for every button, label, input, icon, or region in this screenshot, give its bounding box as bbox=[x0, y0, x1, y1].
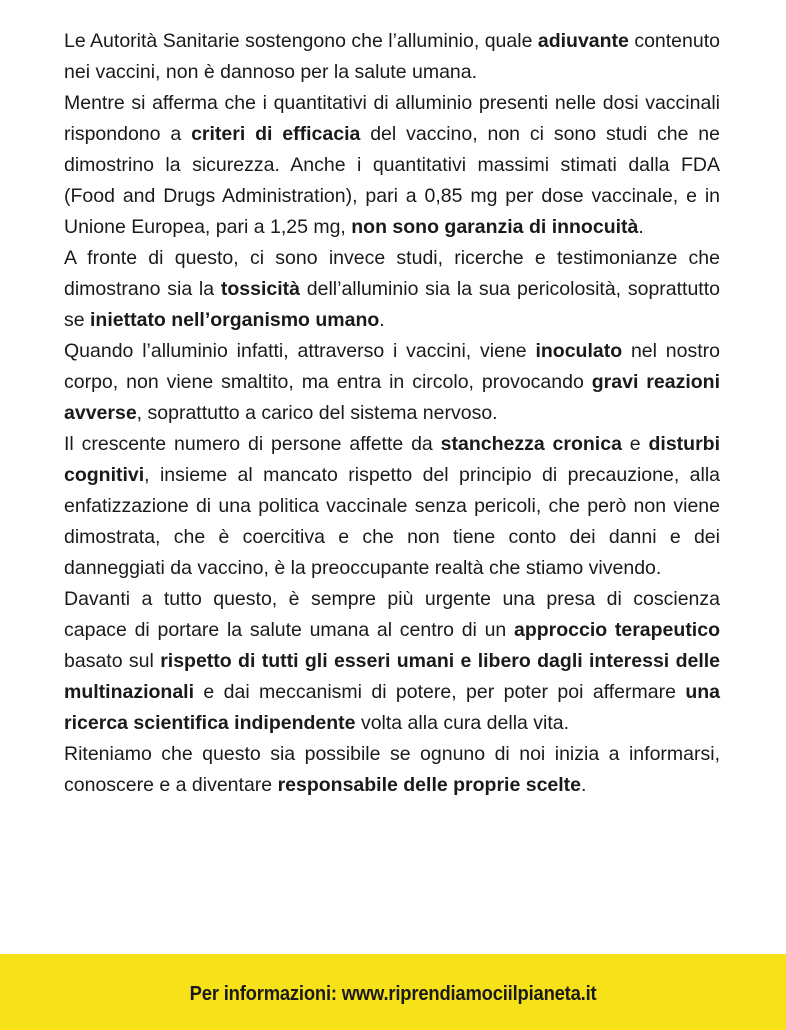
text-run: , insieme al mancato rispetto del principio di precauzione, alla enfatizzazione di una politica vaccinale senza pericoli, che però non viene dimostrata, che è coercitiva e che non tiene conto dei danni e dei danneggiati da vaccino, è la preoccupante realtà che stiamo vivendo. bbox=[64, 464, 720, 579]
paragraph-1 bbox=[64, 26, 720, 88]
bold-text: criteri di efficacia bbox=[191, 123, 361, 145]
info-link-text: Per informazioni: www.riprendiamociilpianeta.it bbox=[189, 982, 597, 1005]
bold-text: una ricerca scientifica indipendente bbox=[64, 681, 720, 734]
text-run: dell’alluminio sia la sua pericolosità, soprattutto se bbox=[64, 278, 720, 331]
text-run: . bbox=[638, 216, 644, 238]
paragraph-7 bbox=[64, 739, 720, 801]
text-run: Le Autorità Sanitarie sostengono che l’alluminio, quale bbox=[64, 30, 538, 52]
text-run: contenuto nei vaccini, non è dannoso per la salute umana. bbox=[64, 30, 720, 83]
paragraph-6 bbox=[64, 584, 720, 739]
text-run: Davanti a tutto questo, è sempre più urgente una presa di coscienza capace di portare la salute umana al centro di un bbox=[64, 588, 720, 641]
paragraph-4 bbox=[64, 336, 720, 429]
bold-text: disturbi cognitivi bbox=[64, 433, 720, 486]
text-run: Quando l’alluminio infatti, attraverso i vaccini, viene bbox=[64, 340, 536, 362]
bold-text: rispetto di tutti gli esseri umani e libero dagli interessi delle multinazionali bbox=[64, 650, 721, 703]
text-run: . bbox=[379, 309, 385, 331]
bold-text: gravi reazioni avverse bbox=[64, 371, 720, 424]
text-run: volta alla cura della vita. bbox=[355, 712, 570, 734]
text-run: Mentre si afferma che i quantitativi di alluminio presenti nelle dosi vaccinali rispondono a bbox=[64, 92, 720, 145]
bold-text: iniettato nell’organismo umano bbox=[90, 309, 380, 331]
info-banner bbox=[0, 954, 786, 1030]
text-run: . bbox=[581, 774, 587, 796]
paragraph-5 bbox=[64, 429, 720, 584]
bold-text: approccio terapeutico bbox=[513, 619, 720, 641]
text-run: e bbox=[621, 433, 649, 455]
bold-text: inoculato bbox=[535, 340, 623, 362]
text-run: del vaccino, non ci sono studi che ne dimostrino la sicurezza. Anche i quantitativi massimi stimati dalla FDA (Food and Drugs Administration), pari a 0,85 mg per dose vaccinale, e in Unione Europea, pari a 1,25 mg, bbox=[64, 123, 721, 238]
text-run: e dai meccanismi di potere, per poter poi affermare bbox=[194, 681, 686, 703]
bold-text: tossicità bbox=[220, 278, 300, 300]
text-run: nel nostro corpo, non viene smaltito, ma entra in circolo, provocando bbox=[64, 340, 720, 393]
text-run: Riteniamo che questo sia possibile se ognuno di noi inizia a informarsi, conoscere e a diventare bbox=[64, 743, 720, 796]
bold-text: responsabile delle proprie scelte bbox=[277, 774, 582, 796]
text-run: A fronte di questo, ci sono invece studi, ricerche e testimonianze che dimostrano sia la bbox=[64, 247, 720, 300]
text-run: , soprattutto a carico del sistema nervoso. bbox=[136, 402, 498, 424]
text-run: Il crescente numero di persone affette da bbox=[64, 433, 441, 455]
text-run: basato sul bbox=[64, 650, 161, 672]
body-text bbox=[64, 26, 720, 801]
bold-text: non sono garanzia di innocuità bbox=[351, 216, 639, 238]
bold-text: adiuvante bbox=[537, 30, 629, 52]
paragraph-3 bbox=[64, 243, 720, 336]
paragraph-2 bbox=[64, 88, 720, 243]
bold-text: stanchezza cronica bbox=[440, 433, 622, 455]
